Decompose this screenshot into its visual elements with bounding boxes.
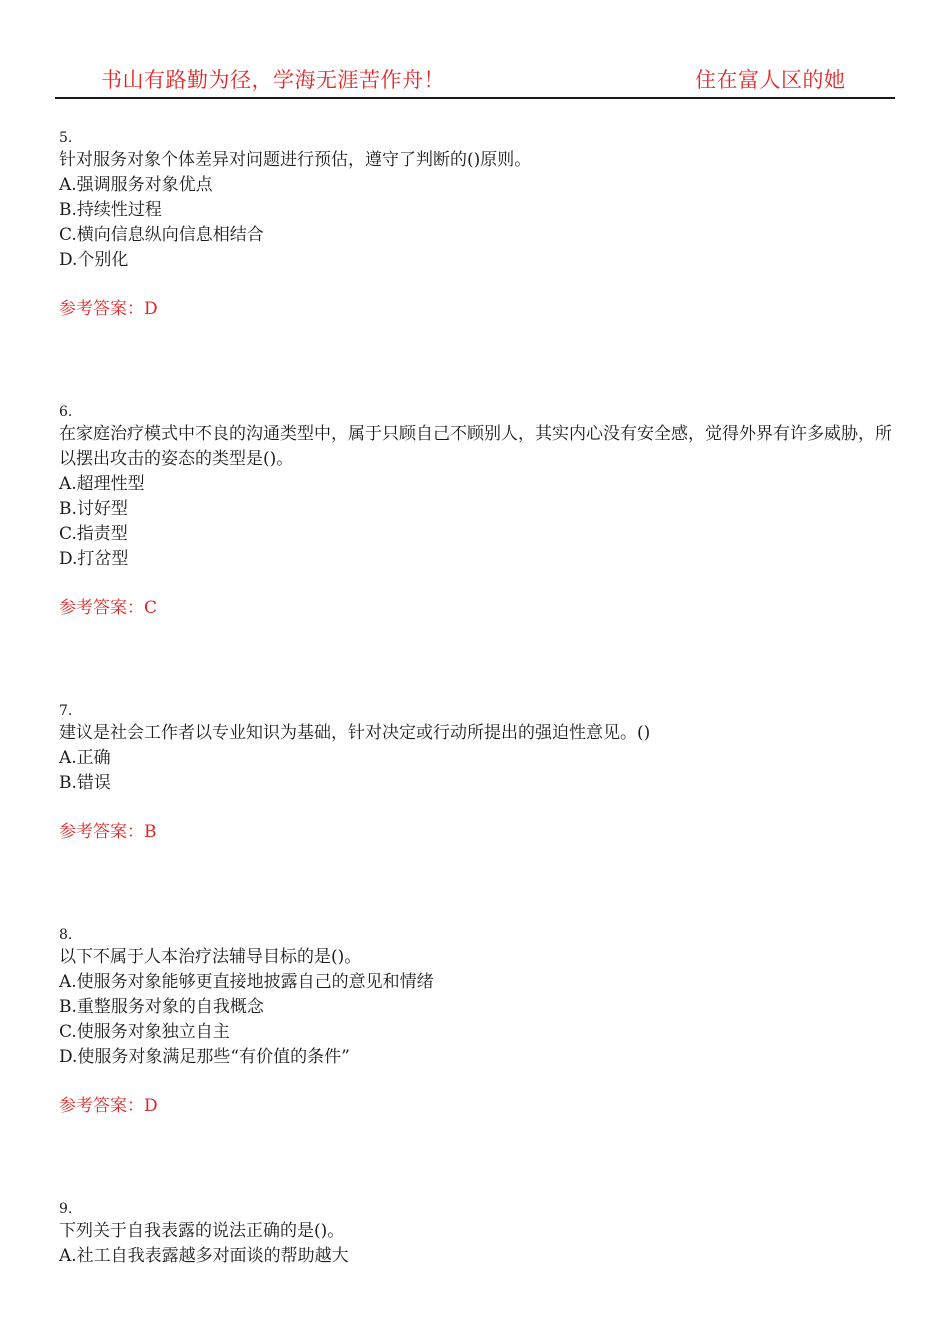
- option-a: A.社工自我表露越多对面谈的帮助越大: [59, 1246, 349, 1266]
- option-a: A.强调服务对象优点: [59, 175, 213, 195]
- question-6: [59, 402, 899, 621]
- answer-key: 参考答案：B: [59, 822, 157, 842]
- question-text: 在家庭治疗模式中不良的沟通类型中，属于只顾自己不顾别人，其实内心没有安全感，觉得外界有许多威胁，所以摆出攻击的姿态的类型是()。: [59, 424, 892, 469]
- option-c: C.横向信息纵向信息相结合: [59, 225, 264, 245]
- question-number: 6.: [59, 404, 73, 420]
- question-text: 以下不属于人本治疗法辅导目标的是()。: [59, 947, 362, 967]
- option-a: A.超理性型: [59, 474, 145, 494]
- option-a: A.使服务对象能够更直接地披露自己的意见和情绪: [59, 972, 434, 992]
- option-b: B.错误: [59, 773, 111, 793]
- question-text: 针对服务对象个体差异对问题进行预估，遵守了判断的()原则。: [59, 150, 532, 170]
- answer-key: 参考答案：C: [59, 598, 158, 618]
- question-5: [59, 128, 899, 322]
- option-c: C.使服务对象独立自主: [59, 1022, 230, 1042]
- question-text: 下列关于自我表露的说法正确的是()。: [59, 1221, 345, 1241]
- question-number: 9.: [59, 1201, 73, 1217]
- answer-key: 参考答案：D: [59, 299, 158, 319]
- option-d: D.使服务对象满足那些“有价值的条件”: [59, 1047, 350, 1067]
- header-divider: [55, 97, 895, 99]
- question-7: [59, 701, 899, 845]
- option-b: B.重整服务对象的自我概念: [59, 997, 264, 1017]
- page-header: [0, 0, 950, 100]
- option-c: C.指责型: [59, 524, 128, 544]
- option-b: B.持续性过程: [59, 200, 162, 220]
- question-number: 8.: [59, 927, 73, 943]
- question-9: [59, 1199, 899, 1269]
- question-number: 5.: [59, 130, 73, 146]
- header-motto-right: 住在富人区的她: [695, 68, 846, 92]
- option-d: D.个别化: [59, 250, 129, 270]
- question-8: [59, 925, 899, 1119]
- answer-key: 参考答案：D: [59, 1096, 158, 1116]
- header-motto-left: 书山有路勤为径，学海无涯苦作舟！: [101, 68, 445, 92]
- option-a: A.正确: [59, 748, 111, 768]
- question-text: 建议是社会工作者以专业知识为基础，针对决定或行动所提出的强迫性意见。(): [59, 723, 651, 743]
- option-d: D.打岔型: [59, 549, 129, 569]
- option-b: B.讨好型: [59, 499, 128, 519]
- question-number: 7.: [59, 703, 73, 719]
